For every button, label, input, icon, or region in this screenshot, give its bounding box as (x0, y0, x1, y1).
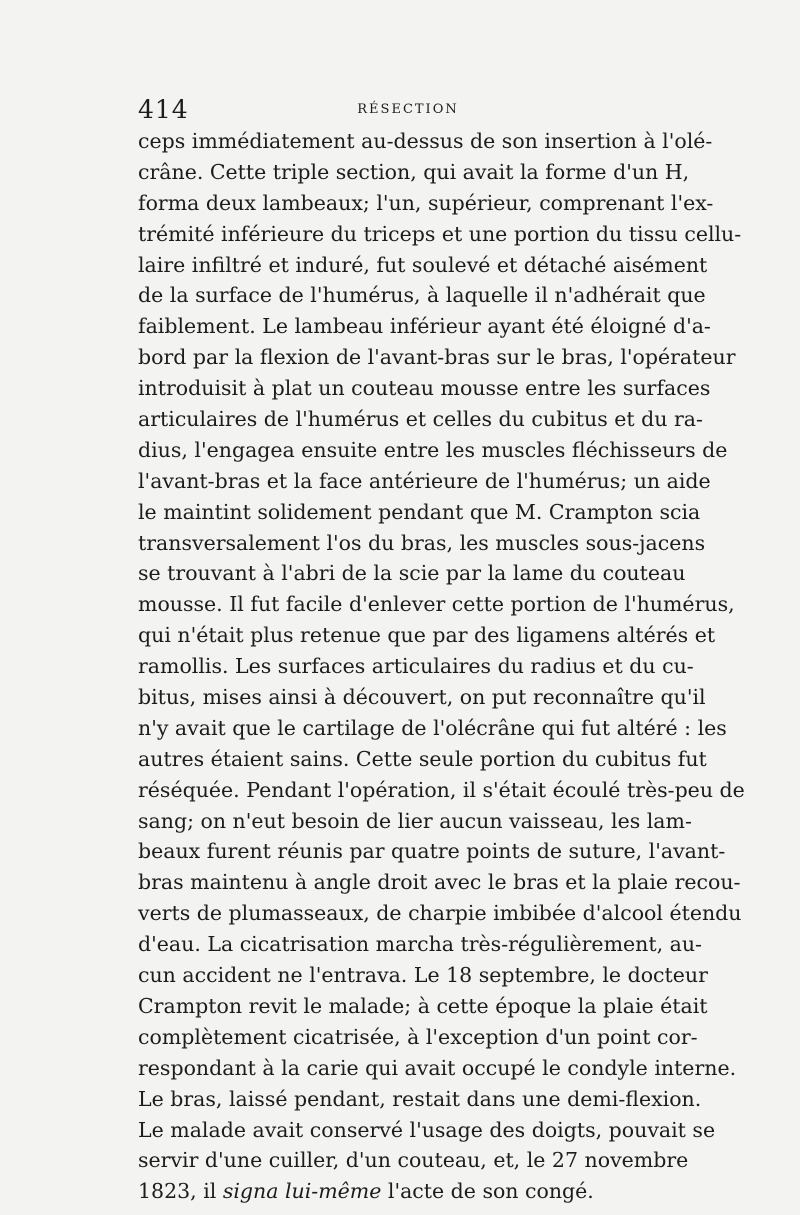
text-line: complètement cicatrisée, à l'exception d'un point cor- (138, 1024, 698, 1049)
text-line-last (138, 1176, 678, 1207)
text-line: Crampton revit le malade; à cette époque la plaie était (138, 993, 708, 1018)
text-line: ceps immédiatement au-dessus de son insertion à l'olé- (138, 129, 713, 153)
body-text (138, 126, 745, 1207)
running-title: RÉSECTION (357, 102, 459, 117)
text-line: cun accident ne l'entrava. Le 18 septembre, le docteur (138, 963, 708, 988)
italic-phrase: signa lui-même (222, 1179, 382, 1204)
text-line: de la surface de l'humérus, à laquelle il n'adhérait que (138, 283, 706, 308)
text-line: d'eau. La cicatrisation marcha très-régulièrement, au- (138, 932, 702, 957)
text-line: Le bras, laissé pendant, restait dans une demi-flexion. (138, 1086, 702, 1111)
text-line: n'y avait que le cartilage de l'olécrâne qui fut altéré : les (138, 715, 727, 740)
text-line: faiblement. Le lambeau inférieur ayant été éloigné d'a- (138, 314, 711, 339)
last-line-start: 1823, il (138, 1179, 223, 1204)
text-line: réséquée. Pendant l'opération, il s'était écoulé très-peu de (138, 777, 745, 802)
page-header (138, 95, 678, 125)
text-line: servir d'une cuiller, d'un couteau, et, le 27 novembre (138, 1148, 689, 1173)
text-line: laire infiltré et induré, fut soulevé et détaché aisément (138, 252, 708, 277)
text-line: respondant à la carie qui avait occupé le condyle interne. (138, 1055, 737, 1080)
text-line: autres étaient sains. Cette seule portion du cubitus fut (138, 746, 707, 771)
text-line: bras maintenu à angle droit avec le bras et la plaie recou- (138, 870, 741, 895)
text-line: bitus, mises ainsi à découvert, on put reconnaître qu'il (138, 685, 706, 710)
text-line: dius, l'engagea ensuite entre les muscles fléchisseurs de (138, 437, 728, 462)
text-line: le maintint solidement pendant que M. Crampton scia (138, 499, 701, 524)
text-line: forma deux lambeaux; l'un, supérieur, comprenant l'ex- (138, 190, 714, 215)
text-line: qui n'était plus retenue que par des ligamens altérés et (138, 623, 716, 648)
text-line: transversalement l'os du bras, les muscles sous-jacens (138, 530, 706, 555)
text-line: sang; on n'eut besoin de lier aucun vaisseau, les lam- (138, 808, 692, 833)
text-line: l'avant-bras et la face antérieure de l'humérus; un aide (138, 468, 711, 493)
text-line: crâne. Cette triple section, qui avait la forme d'un H, (138, 159, 690, 184)
text-line: Le malade avait conservé l'usage des doigts, pouvait se (138, 1117, 716, 1142)
last-line-end: l'acte de son congé. (381, 1179, 594, 1204)
text-line: ramollis. Les surfaces articulaires du radius et du cu- (138, 654, 694, 679)
page-number: 414 (138, 95, 189, 124)
text-line: articulaires de l'humérus et celles du cubitus et du ra- (138, 407, 703, 432)
text-line: verts de plumasseaux, de charpie imbibée d'alcool étendu (138, 901, 742, 926)
text-line: bord par la flexion de l'avant-bras sur le bras, l'opérateur (138, 345, 736, 370)
text-line: se trouvant à l'abri de la scie par la lame du couteau (138, 561, 686, 586)
text-line: mousse. Il fut facile d'enlever cette portion de l'humérus, (138, 592, 735, 617)
text-line: trémité inférieure du triceps et une portion du tissu cellu- (138, 221, 742, 246)
text-line: introduisit à plat un couteau mousse entre les surfaces (138, 376, 711, 401)
text-line: beaux furent réunis par quatre points de suture, l'avant- (138, 839, 726, 864)
